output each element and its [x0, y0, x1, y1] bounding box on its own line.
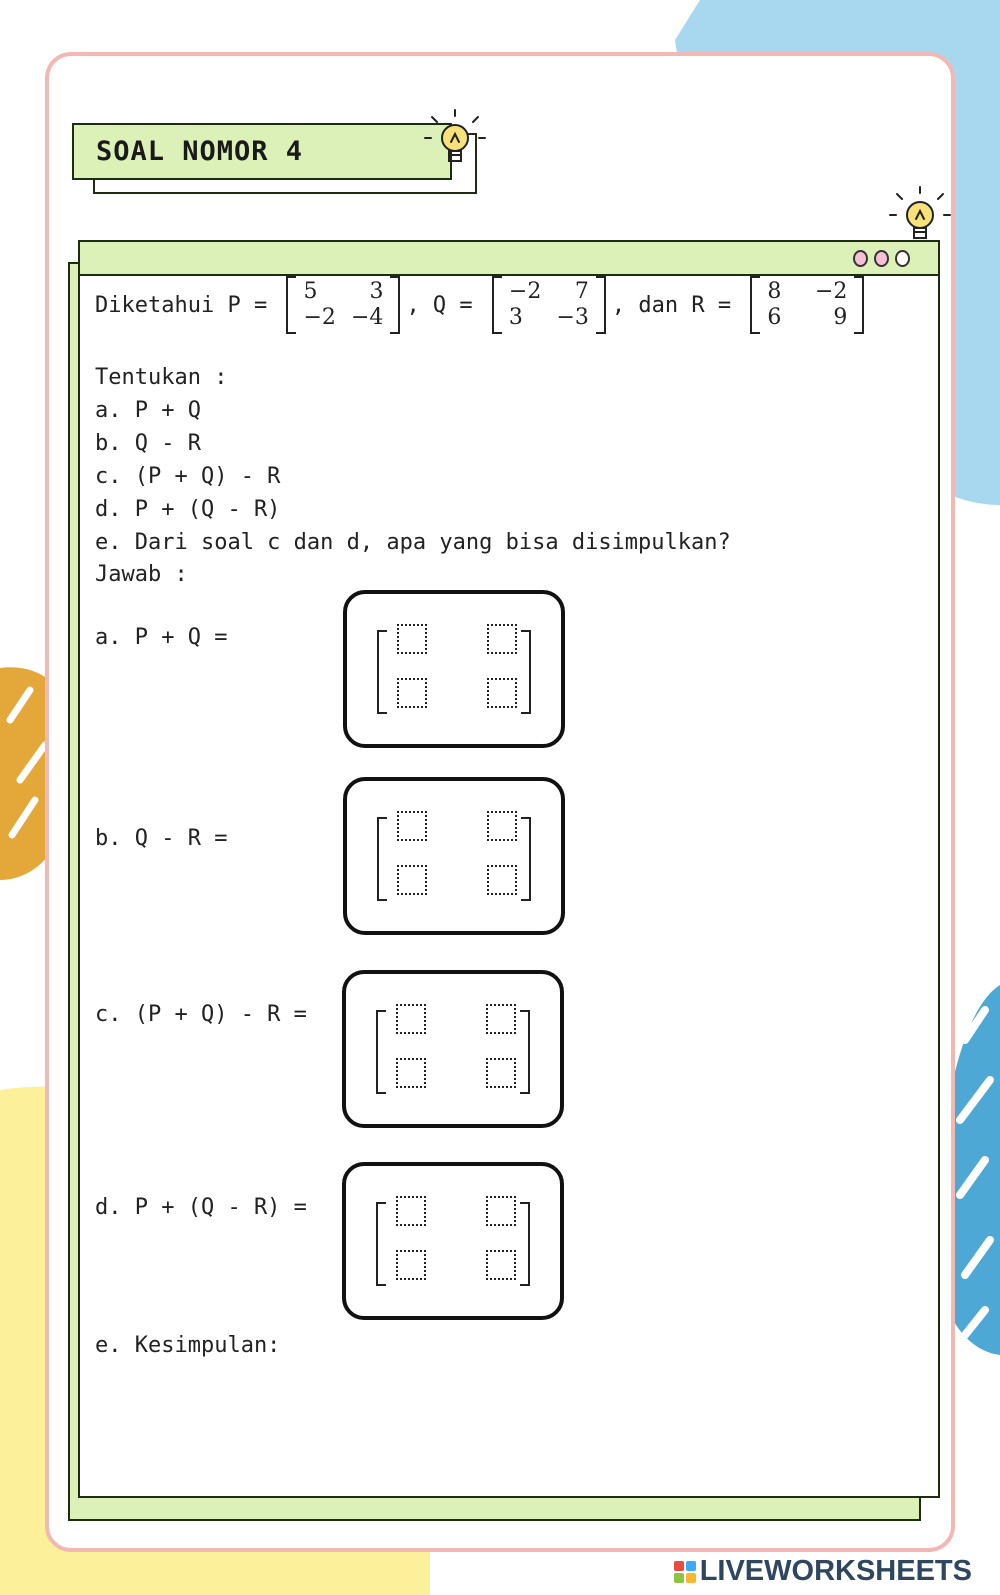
answer-b-cell-12[interactable] [487, 811, 517, 841]
answer-d-cell-12[interactable] [486, 1196, 516, 1226]
separator-q: , Q = [406, 292, 486, 318]
panel-title-bar [80, 242, 938, 276]
answer-c-cell-22[interactable] [486, 1058, 516, 1088]
answer-label: Jawab : [95, 562, 188, 587]
answer-a-cell-12[interactable] [487, 624, 517, 654]
task-item: d. P + (Q - R) [95, 497, 281, 522]
lightbulb-icon [423, 108, 487, 172]
question-intro [95, 276, 864, 334]
answer-b-cell-22[interactable] [487, 865, 517, 895]
answer-b-cell-21[interactable] [397, 865, 427, 895]
matrix-q: −2 7 3 −3 [492, 276, 606, 334]
answer-a-matrix [343, 590, 565, 748]
task-item: e. Dari soal c dan d, apa yang bisa disimpulkan? [95, 530, 731, 555]
answer-c-label: c. (P + Q) - R = [95, 1002, 307, 1027]
answer-c-matrix [342, 970, 564, 1128]
answer-a-label: a. P + Q = [95, 625, 228, 650]
answer-d-cell-11[interactable] [396, 1196, 426, 1226]
answer-d-matrix [342, 1162, 564, 1320]
brand-name: LIVEWORKSHEETS [699, 1555, 972, 1587]
answer-d-label: d. P + (Q - R) = [95, 1195, 307, 1220]
matrix-r: 8 −2 6 9 [750, 276, 864, 334]
task-label: Tentukan : [95, 365, 228, 390]
conclusion-label: e. Kesimpulan: [95, 1333, 281, 1358]
page-title: SOAL NOMOR 4 [72, 123, 452, 180]
answer-b-matrix [343, 777, 565, 935]
answer-a-cell-11[interactable] [397, 624, 427, 654]
answer-b-label: b. Q - R = [95, 826, 228, 851]
answer-c-cell-21[interactable] [396, 1058, 426, 1088]
liveworksheets-logo-icon [674, 1561, 696, 1583]
answer-b-cell-11[interactable] [397, 811, 427, 841]
window-dots-icon [853, 250, 910, 267]
intro-text: Diketahui P = [95, 292, 281, 318]
answer-a-cell-21[interactable] [397, 678, 427, 708]
task-item: a. P + Q [95, 398, 201, 423]
task-item: c. (P + Q) - R [95, 464, 281, 489]
answer-d-cell-22[interactable] [486, 1250, 516, 1280]
answer-d-cell-21[interactable] [396, 1250, 426, 1280]
liveworksheets-logo[interactable] [674, 1555, 972, 1588]
separator-r: , dan R = [611, 292, 745, 318]
answer-c-cell-12[interactable] [486, 1004, 516, 1034]
answer-c-cell-11[interactable] [396, 1004, 426, 1034]
matrix-p: 5 3 −2 −4 [286, 276, 400, 334]
task-item: b. Q - R [95, 431, 201, 456]
answer-a-cell-22[interactable] [487, 678, 517, 708]
